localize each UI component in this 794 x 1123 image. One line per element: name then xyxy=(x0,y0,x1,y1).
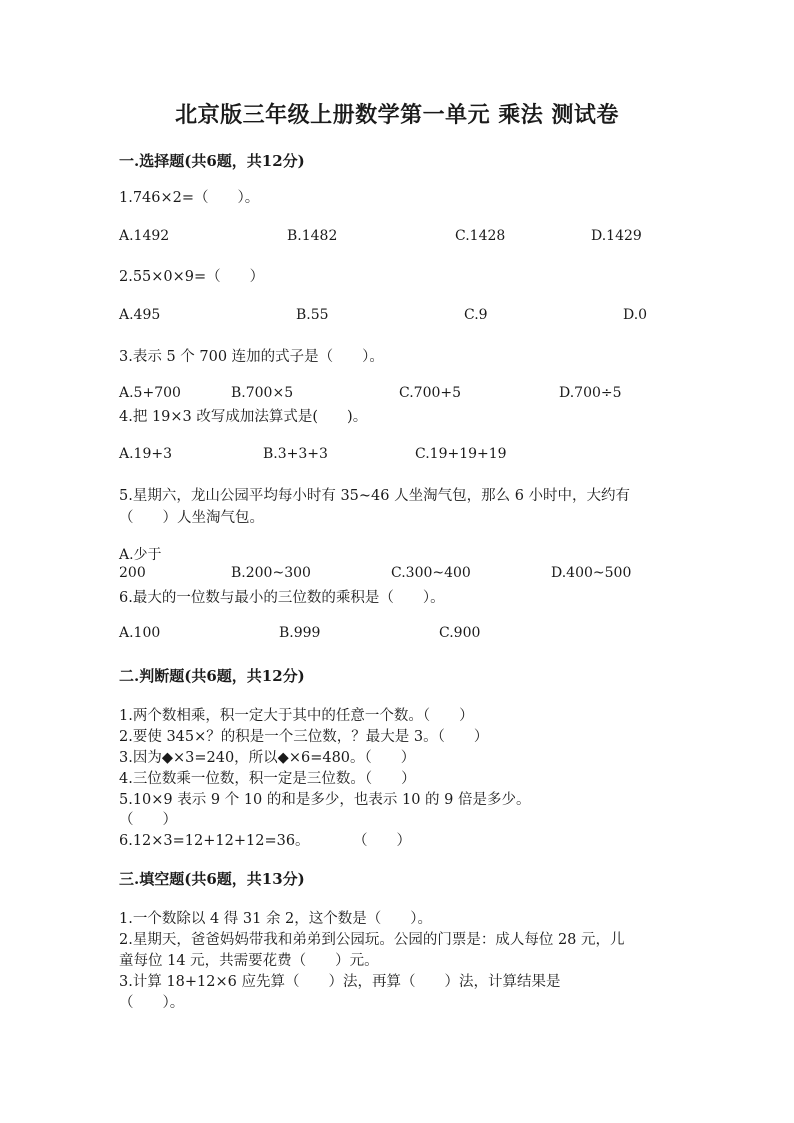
judgment-item-3: 3.因为◆×3=240，所以◆×6=480。（ ） xyxy=(119,750,416,766)
fill-item-1: 1.一个数除以 4 得 31 余 2，这个数是（ ）。 xyxy=(119,911,433,927)
q6-option-a: A.100 xyxy=(119,625,161,641)
q4-option-a: A.19+3 xyxy=(119,446,173,462)
q5-option-b: B.200~300 xyxy=(231,565,311,581)
fill-item-3-line-1: 3.计算 18+12×6 应先算（ ）法，再算（ ）法，计算结果是 xyxy=(119,974,561,990)
section-heading-judgment: 二.判断题(共6题，共12分) xyxy=(119,667,305,685)
q6-option-c: C.900 xyxy=(439,625,481,641)
question-6: 6.最大的一位数与最小的三位数的乘积是（ ）。 xyxy=(119,590,445,606)
fill-item-2-line-1: 2.星期天，爸爸妈妈带我和弟弟到公园玩。公园的门票是：成人每位 28 元，儿 xyxy=(119,932,625,948)
judgment-item-5-blank: （ ） xyxy=(119,812,177,828)
question-5-line-2: （ ）人坐淘气包。 xyxy=(119,510,264,526)
judgment-item-2: 2.要使 345×？的积是一个三位数，？最大是 3。（ ） xyxy=(119,729,489,745)
q2-option-d: D.0 xyxy=(623,307,648,323)
q4-option-b: B.3+3+3 xyxy=(263,446,328,462)
q3-option-b: B.700×5 xyxy=(231,385,294,401)
section-heading-choice: 一.选择题(共6题，共12分) xyxy=(119,152,305,170)
judgment-item-5: 5.10×9 表示 9 个 10 的和是多少，也表示 10 的 9 倍是多少。 xyxy=(119,792,531,808)
judgment-item-4: 4.三位数乘一位数，积一定是三位数。（ ） xyxy=(119,771,416,787)
judgment-item-6: 6.12×3=12+12+12=36。 （ ） xyxy=(119,833,412,849)
q2-option-c: C.9 xyxy=(464,307,488,323)
q1-option-b: B.1482 xyxy=(287,228,338,244)
fill-item-2-line-2: 童每位 14 元，共需要花费（ ）元。 xyxy=(119,953,379,969)
q2-option-a: A.495 xyxy=(119,307,161,323)
q1-option-c: C.1428 xyxy=(455,228,506,244)
q1-option-d: D.1429 xyxy=(591,228,642,244)
question-3: 3.表示 5 个 700 连加的式子是（ ）。 xyxy=(119,349,384,365)
q4-option-c: C.19+19+19 xyxy=(415,446,507,462)
section-heading-fill-blank: 三.填空题(共6题，共13分) xyxy=(119,870,305,888)
exam-title: 北京版三年级上册数学第一单元 乘法 测试卷 xyxy=(175,102,619,128)
q5-option-d: D.400~500 xyxy=(551,565,632,581)
question-1: 1.746×2=（ ）。 xyxy=(119,190,260,206)
question-5-line-1: 5.星期六，龙山公园平均每小时有 35~46 人坐淘气包，那么 6 小时中，大约有 xyxy=(119,488,631,504)
q5-option-a-value: 200 xyxy=(119,565,146,581)
q6-option-b: B.999 xyxy=(279,625,321,641)
question-4: 4.把 19×3 改写成加法算式是( )。 xyxy=(119,409,368,425)
q1-option-a: A.1492 xyxy=(119,228,170,244)
q5-option-a: A.少于 xyxy=(119,547,162,563)
q5-option-c: C.300~400 xyxy=(391,565,471,581)
q3-option-a: A.5+700 xyxy=(119,385,181,401)
q3-option-d: D.700÷5 xyxy=(559,385,622,401)
q2-option-b: B.55 xyxy=(296,307,329,323)
q3-option-c: C.700+5 xyxy=(399,385,462,401)
question-2: 2.55×0×9=（ ） xyxy=(119,269,265,285)
fill-item-3-line-2: （ ）。 xyxy=(119,995,185,1011)
judgment-item-1: 1.两个数相乘，积一定大于其中的任意一个数。（ ） xyxy=(119,708,474,724)
